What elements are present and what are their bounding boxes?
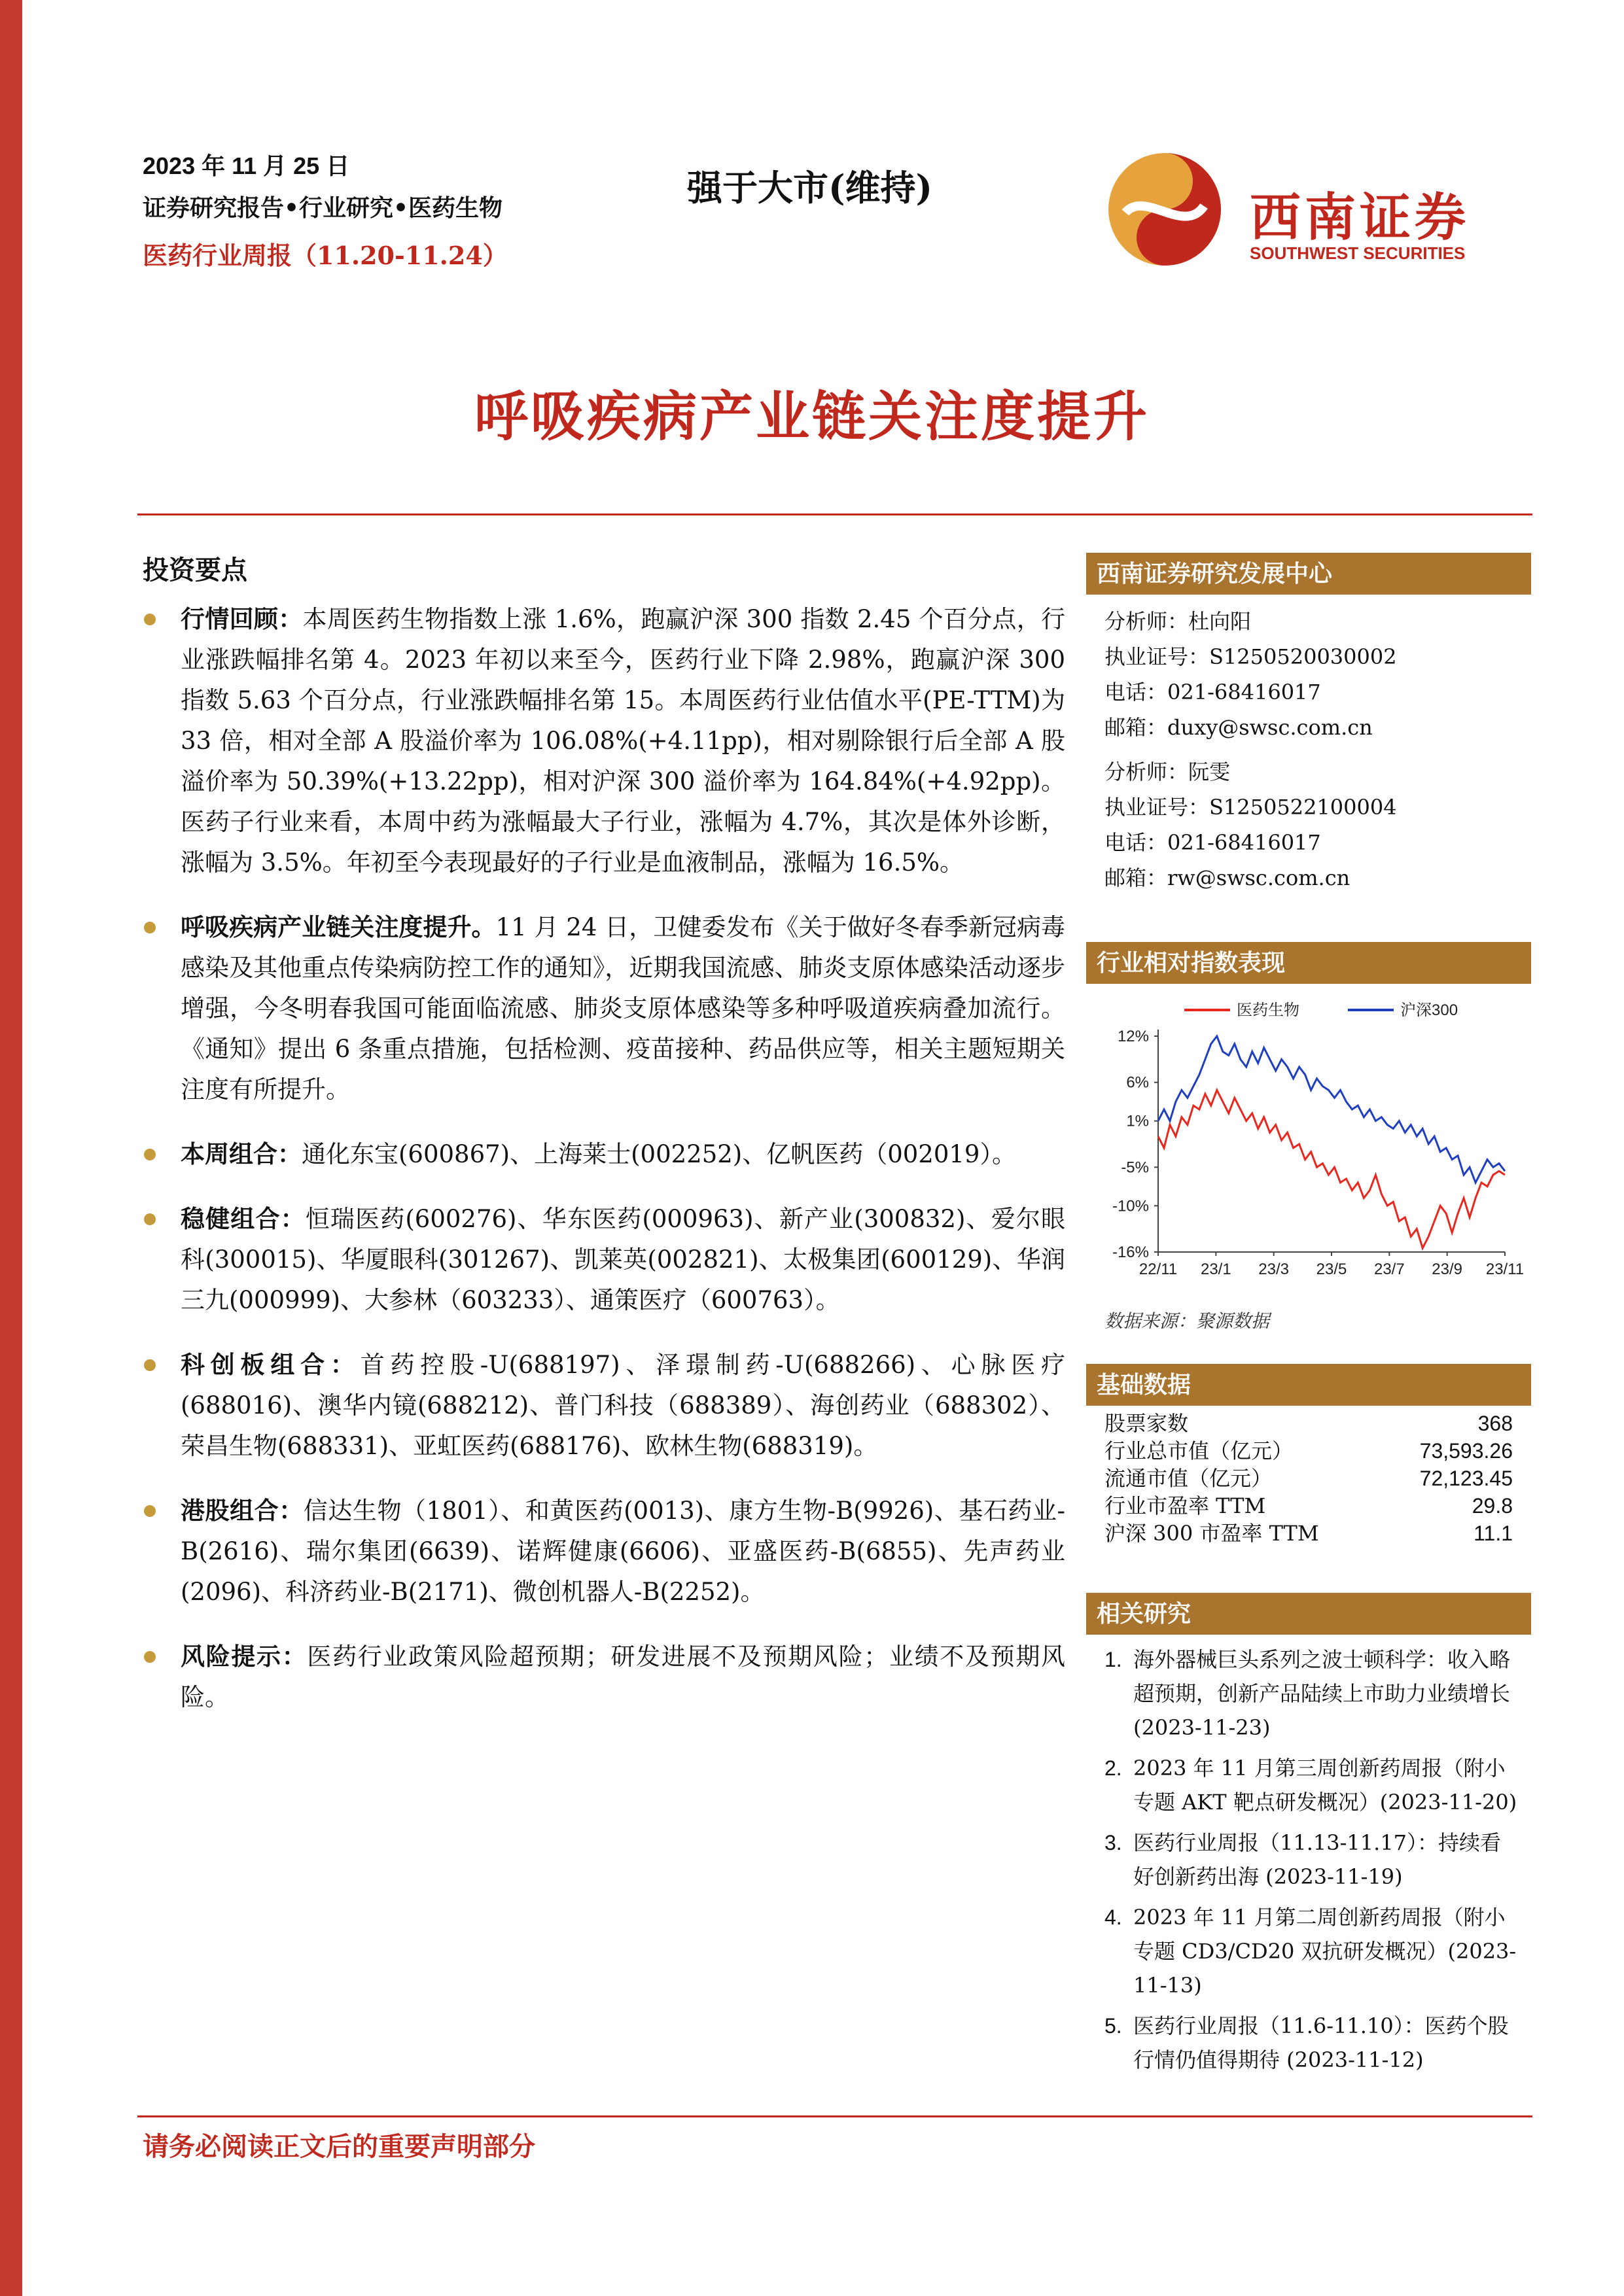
y-tick-label: -5% bbox=[1121, 1158, 1149, 1177]
analyst-phone: 电话：021-68416017 bbox=[1104, 680, 1321, 704]
item-number: 3. bbox=[1104, 1831, 1122, 1854]
bullet-icon bbox=[144, 1213, 156, 1225]
index-chart-heading: 行业相对指数表现 bbox=[1086, 942, 1531, 984]
left-accent-bar bbox=[0, 0, 22, 2296]
basic-data-row bbox=[1104, 1465, 1513, 1492]
row-value: 11.1 bbox=[1474, 1522, 1513, 1545]
footer-divider bbox=[137, 2115, 1532, 2117]
related-research-heading: 相关研究 bbox=[1086, 1593, 1531, 1635]
row-key: 行业市盈率 TTM bbox=[1104, 1493, 1266, 1518]
item-title: 海外器械巨头系列之波士顿科学：收入略超预期，创新产品陆续上市助力业绩增长 (2023-11-23) bbox=[1133, 1647, 1511, 1740]
analyst-name: 分析师：杜向阳 bbox=[1104, 609, 1252, 634]
item-label: 行情回顾： bbox=[181, 604, 303, 633]
logo-name-cn: 西南证券 bbox=[1250, 188, 1470, 247]
index-line-chart bbox=[1086, 984, 1531, 1304]
y-tick-label: 12% bbox=[1117, 1028, 1149, 1045]
bullet-icon bbox=[144, 922, 156, 933]
item-label: 科创板组合： bbox=[181, 1350, 361, 1379]
row-value: 73,593.26 bbox=[1419, 1439, 1513, 1463]
related-report-link[interactable] bbox=[1104, 1643, 1521, 1745]
item-text: 首药控股-U(688197)、泽璟制药-U(688266)、心脉医疗(688016)、澳华内镜(688212)、普门科技（688389）、海创药业（688302）、荣昌生物(688331)、亚虹医药(688176)、欧林生物(688319)。 bbox=[181, 1351, 1065, 1460]
y-tick-label: 6% bbox=[1126, 1073, 1149, 1092]
basic-data-row bbox=[1104, 1520, 1513, 1547]
item-number: 4. bbox=[1104, 1905, 1122, 1929]
row-key: 股票家数 bbox=[1104, 1411, 1189, 1436]
investment-item bbox=[143, 1134, 1065, 1175]
x-tick-label: 23/5 bbox=[1316, 1261, 1347, 1278]
related-research-panel bbox=[1086, 1593, 1531, 2083]
title-divider bbox=[137, 513, 1532, 515]
rating-label: 强于大市(维持) bbox=[687, 167, 933, 209]
investment-heading: 投资要点 bbox=[143, 555, 247, 585]
item-number: 2. bbox=[1104, 1756, 1122, 1780]
chart-source: 数据来源：聚源数据 bbox=[1104, 1310, 1270, 1332]
x-tick-label: 23/7 bbox=[1373, 1261, 1405, 1278]
item-text: 恒瑞医药(600276)、华东医药(000963)、新产业(300832)、爱尔眼科(300015)、华厦眼科(301267)、凯莱英(002821)、太极集团(600129)、华润三九(000999)、大参林（603233）、通策医疗（600763）。 bbox=[181, 1205, 1065, 1314]
item-text: 信达生物（1801）、和黄医药(0013)、康方生物-B(9926)、基石药业-B(2616)、瑞尔集团(6639)、诺辉健康(6606)、亚盛医药-B(6855)、先声药业(2096)、科济药业-B(2171)、微创机器人-B(2252)。 bbox=[181, 1497, 1066, 1606]
basic-data-panel bbox=[1086, 1364, 1531, 1547]
bullet-icon bbox=[144, 1505, 156, 1517]
report-date: 2023 年 11 月 25 日 bbox=[143, 152, 350, 179]
legend-label: 沪深300 bbox=[1400, 1001, 1458, 1019]
x-tick-label: 23/1 bbox=[1200, 1261, 1231, 1278]
related-report-link[interactable] bbox=[1104, 1826, 1521, 1894]
basic-data-row bbox=[1104, 1492, 1513, 1520]
row-value: 368 bbox=[1477, 1412, 1513, 1435]
research-center-heading: 西南证券研究发展中心 bbox=[1086, 553, 1531, 595]
report-category: 证券研究报告•行业研究•医药生物 bbox=[143, 194, 503, 222]
item-title: 医药行业周报（11.6-11.10）：医药个股行情仍值得期待 (2023-11-12) bbox=[1133, 2013, 1509, 2072]
bullet-icon bbox=[144, 1149, 156, 1160]
page-title: 呼吸疾病产业链关注度提升 bbox=[474, 385, 1150, 448]
investment-points bbox=[143, 599, 1065, 1741]
bullet-icon bbox=[144, 614, 156, 625]
y-tick-label: -10% bbox=[1112, 1197, 1149, 1215]
basic-data-row bbox=[1104, 1410, 1513, 1437]
item-text: 医药行业政策风险超预期；研发进展不及预期风险；业绩不及预期风险。 bbox=[181, 1643, 1066, 1711]
basic-data-row bbox=[1104, 1437, 1513, 1465]
logo-name-en: SOUTHWEST SECURITIES bbox=[1250, 243, 1466, 263]
x-tick-label: 22/11 bbox=[1139, 1261, 1178, 1278]
related-report-link[interactable] bbox=[1104, 1900, 1521, 2002]
item-text: 通化东宝(600867)、上海莱士(002252)、亿帆医药（002019）。 bbox=[302, 1140, 1016, 1168]
bullet-icon bbox=[144, 1651, 156, 1663]
series-line-hs300 bbox=[1158, 1036, 1505, 1183]
analyst-email: 邮箱：duxy@swsc.com.cn bbox=[1104, 715, 1373, 740]
footer-disclaimer: 请务必阅读正文后的重要声明部分 bbox=[143, 2131, 535, 2162]
report-series: 医药行业周报（11.20-11.24） bbox=[143, 241, 508, 270]
item-label: 呼吸疾病产业链关注度提升。 bbox=[181, 913, 496, 941]
investment-item bbox=[143, 1198, 1065, 1321]
legend-label: 医药生物 bbox=[1237, 1001, 1299, 1019]
company-logo bbox=[1106, 144, 1531, 262]
index-chart-panel bbox=[1086, 942, 1531, 1333]
y-tick-label: 1% bbox=[1126, 1112, 1149, 1130]
item-label: 港股组合： bbox=[181, 1496, 304, 1525]
related-report-link[interactable] bbox=[1104, 1751, 1521, 1819]
investment-item bbox=[143, 907, 1065, 1110]
item-label: 本周组合： bbox=[181, 1139, 302, 1168]
investment-item bbox=[143, 599, 1065, 883]
logo-emblem-icon bbox=[1106, 150, 1224, 268]
x-tick-label: 23/9 bbox=[1432, 1261, 1463, 1278]
analyst-phone: 电话：021-68416017 bbox=[1104, 830, 1321, 855]
item-title: 2023 年 11 月第二周创新药周报（附小专题 CD3/CD20 双抗研发概况）(2023-11-13) bbox=[1133, 1905, 1517, 1998]
investment-item bbox=[143, 1636, 1065, 1718]
item-label: 风险提示： bbox=[181, 1642, 308, 1671]
basic-data-heading: 基础数据 bbox=[1086, 1364, 1531, 1406]
analyst-email: 邮箱：rw@swsc.com.cn bbox=[1104, 865, 1350, 890]
row-value: 72,123.45 bbox=[1419, 1467, 1513, 1490]
item-text: 11 月 24 日，卫健委发布《关于做好冬春季新冠病毒感染及其他重点传染病防控工作的通知》，近期我国流感、肺炎支原体感染活动逐步增强，今冬明春我国可能面临流感、肺炎支原体感染等多种呼吸道疾病叠加流行。《通知》提出 6 条重点措施，包括检测、疫苗接种、药品供应等，相关主题短期关注度有所提升。 bbox=[181, 913, 1065, 1104]
row-value: 29.8 bbox=[1472, 1494, 1513, 1518]
analyst-license: 执业证号：S1250522100004 bbox=[1104, 795, 1397, 820]
x-tick-label: 23/11 bbox=[1485, 1261, 1525, 1278]
item-title: 医药行业周报（11.13-11.17）：持续看好创新药出海 (2023-11-19) bbox=[1133, 1830, 1502, 1889]
related-report-link[interactable] bbox=[1104, 2009, 1521, 2077]
y-tick-label: -16% bbox=[1112, 1244, 1149, 1261]
item-number: 1. bbox=[1104, 1648, 1122, 1671]
x-tick-label: 23/3 bbox=[1258, 1261, 1290, 1278]
row-key: 流通市值（亿元） bbox=[1104, 1466, 1273, 1491]
bullet-icon bbox=[144, 1359, 156, 1371]
research-center-panel bbox=[1086, 553, 1531, 896]
series-line-pharma bbox=[1158, 1090, 1505, 1249]
row-key: 沪深 300 市盈率 TTM bbox=[1104, 1521, 1319, 1546]
analyst-license: 执业证号：S1250520030002 bbox=[1104, 644, 1397, 669]
item-text: 本周医药生物指数上涨 1.6%，跑赢沪深 300 指数 2.45 个百分点，行业涨跌幅排名第 4。2023 年初以来至今，医药行业下降 2.98%，跑赢沪深 300 指数 5.63 个百分点，行业涨跌幅排名第 15。本周医药行业估值水平(PE-TTM)为 33 倍，相对全部 A 股溢价率为 106.08%(+4.11pp)，相对剔除银行后全部 A 股溢价率为 50.39%(+13.22pp)，相对沪深 300 溢价率为 164.84%(+4.92pp)。医药子行业来看，本周中药为涨幅最大子行业，涨幅为 4.7%，其次是体外诊断，涨幅为 3.5%。年初至今表现最好的子行业是血液制品，涨幅为 16.5%。 bbox=[181, 605, 1065, 877]
item-label: 稳健组合： bbox=[181, 1204, 306, 1233]
analyst-name: 分析师：阮雯 bbox=[1104, 759, 1231, 784]
item-title: 2023 年 11 月第三周创新药周报（附小专题 AKT 靶点研发概况）(2023-11-20) bbox=[1133, 1756, 1517, 1815]
item-number: 5. bbox=[1104, 2014, 1122, 2038]
investment-item bbox=[143, 1344, 1065, 1467]
investment-item bbox=[143, 1490, 1065, 1612]
row-key: 行业总市值（亿元） bbox=[1104, 1438, 1294, 1463]
